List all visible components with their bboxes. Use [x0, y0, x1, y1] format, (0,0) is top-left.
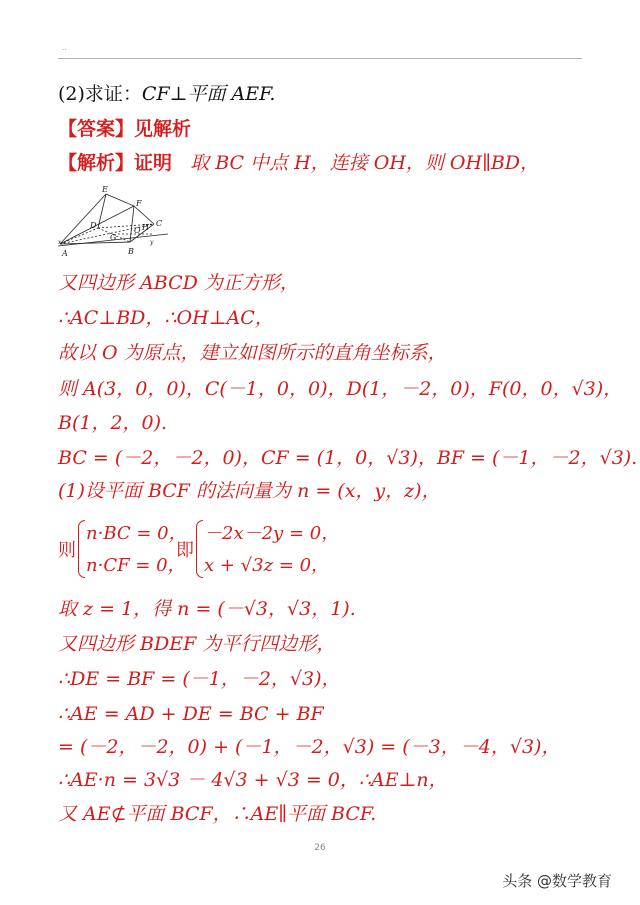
brace-right [196, 520, 203, 578]
question-expr: CF⊥平面 AEF. [141, 83, 276, 105]
line-AE-sum: ∴AE = AD + DE = BC + BF [58, 703, 324, 725]
edge-FC [134, 206, 154, 224]
brace-left [78, 520, 85, 578]
label-F: F [136, 199, 142, 208]
answer-tag: 【答案】 [58, 118, 135, 140]
line-normal-vector: (1)设平面 BCF 的法向量为 n = (x，y，z)， [58, 480, 441, 502]
system-eq4: x + √3z = 0， [204, 555, 330, 576]
question-label: (2)求证： [58, 83, 142, 105]
label-x: x [58, 239, 62, 246]
line-points-2: B(1，2，0). [58, 412, 168, 434]
analysis-line [58, 151, 539, 175]
analysis-tag: 【解析】 [58, 152, 135, 174]
header-rule [58, 58, 582, 59]
edge-AD [60, 228, 98, 244]
line-points-1: 则 A(3，0，0)，C(－1，0，0)，D(1，－2，0)，F(0，0，√3)， [58, 378, 623, 400]
label-O: O [134, 226, 141, 235]
edge-ED [98, 194, 106, 228]
line-square: 又四边形 ABCD 为正方形， [58, 272, 299, 294]
label-E: E [102, 185, 108, 194]
watermark: 头条 @数学教育 [502, 872, 612, 890]
label-D: D [90, 221, 97, 230]
line-take-z: 取 z = 1，得 n = (－√3，√3，1). [58, 598, 356, 620]
line-perp: ∴AC⊥BD，∴OH⊥AC， [58, 307, 274, 329]
line-vectors: BC = (－2，－2，0)，CF = (1，0，√3)，BF = (－1，－2，√3). [58, 447, 638, 469]
edge-EF [106, 194, 134, 206]
edge-FB [130, 206, 134, 242]
line-AE-value: = (－2，－2，0) + (－1，－2，√3) = (－3，－4，√3)， [58, 736, 561, 758]
answer-text: 见解析 [134, 118, 192, 140]
proof-word: 证明 [134, 152, 173, 174]
analysis-intro: 取 BC 中点 H，连接 OH，则 OH∥BD， [190, 152, 540, 174]
label-y: y [150, 239, 154, 246]
line-DE: ∴DE = BF = (－1，－2，√3)， [58, 668, 341, 690]
question-line [58, 82, 275, 106]
system-eq3: －2x－2y = 0， [204, 523, 340, 544]
label-A: A [62, 249, 68, 258]
system-eq2: n·CF = 0， [86, 555, 186, 576]
page-number: 26 [314, 843, 326, 853]
header-mark: .. [62, 44, 67, 52]
label-B: B [128, 247, 134, 256]
system-namely: 即 [176, 540, 194, 561]
geometry-figure [58, 184, 184, 264]
line-dot-product: ∴AE·n = 3√3 － 4√3 + √3 = 0，∴AE⊥n， [58, 769, 448, 791]
edge-AF [60, 206, 134, 244]
edge-AE [60, 194, 106, 244]
line-conclusion: 又 AE⊄平面 BCF，∴AE∥平面 BCF. [58, 803, 377, 825]
system-then: 则 [58, 540, 76, 561]
label-C: C [156, 219, 163, 228]
system-eq1: n·BC = 0， [86, 523, 187, 544]
label-H: H [142, 223, 149, 232]
line-parallelogram: 又四边形 BDEF 为平行四边形， [58, 633, 336, 655]
answer-line [58, 117, 191, 141]
line-coord-system: 故以 O 为原点，建立如图所示的直角坐标系， [58, 342, 447, 364]
label-G: G [110, 233, 117, 242]
